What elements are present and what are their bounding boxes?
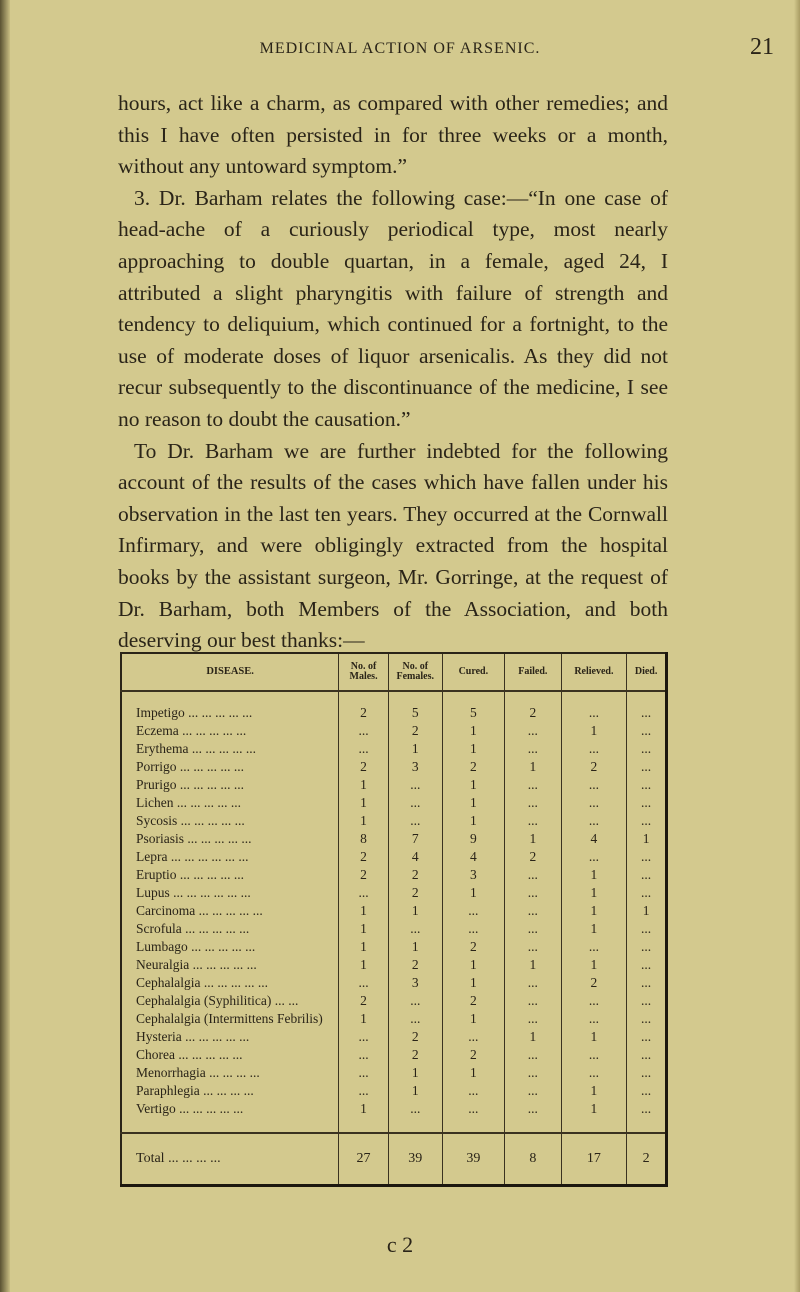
cell-value: ... (561, 1064, 627, 1082)
cell-value: 8 (339, 830, 389, 848)
cell-value: ... (388, 1010, 442, 1028)
table-row (121, 866, 667, 884)
cell-value: ... (442, 902, 504, 920)
column-header: Died. (627, 653, 667, 691)
cell-value: 1 (505, 830, 562, 848)
table-row (121, 956, 667, 974)
cell-value: 7 (388, 830, 442, 848)
cell-value: ... (561, 794, 627, 812)
body-text (118, 88, 668, 657)
disease-name: Total ... ... ... ... (136, 1151, 221, 1166)
cell-value: ... (627, 866, 667, 884)
total-row (121, 1133, 667, 1186)
disease-name: Impetigo ... ... ... ... ... (136, 705, 253, 720)
disease-name: Eruptio ... ... ... ... ... (136, 867, 244, 882)
cell-value: 2 (442, 758, 504, 776)
table-row (121, 992, 667, 1010)
cell-value: 1 (442, 1064, 504, 1082)
cell-value: ... (505, 992, 562, 1010)
table-row (121, 1064, 667, 1082)
cell-value: ... (627, 920, 667, 938)
cell-value: ... (339, 884, 389, 902)
cell-value: ... (388, 776, 442, 794)
disease-name: Lichen ... ... ... ... ... (136, 795, 241, 810)
cell-value: 2 (388, 1028, 442, 1046)
cell-value: ... (339, 1064, 389, 1082)
disease-name: Lupus ... ... ... ... ... ... (136, 885, 251, 900)
cell-value: ... (339, 1046, 389, 1064)
cell-value: ... (627, 776, 667, 794)
disease-name: Neuralgia ... ... ... ... ... (136, 957, 257, 972)
cell-value: 4 (561, 830, 627, 848)
cell-value: ... (505, 1100, 562, 1118)
cell-value: 17 (561, 1133, 627, 1186)
table-row (121, 722, 667, 740)
table-row (121, 830, 667, 848)
cell-value: ... (561, 1046, 627, 1064)
cell-value: 8 (505, 1133, 562, 1186)
running-title: MEDICINAL ACTION OF ARSENIC. (259, 40, 541, 57)
cell-value: 2 (627, 1133, 667, 1186)
cell-value: ... (505, 794, 562, 812)
cell-value (505, 691, 562, 704)
cell-value: ... (627, 794, 667, 812)
cell-value: 2 (561, 974, 627, 992)
signature-mark: c 2 (386, 1232, 414, 1257)
cell-value: ... (339, 974, 389, 992)
cell-value: ... (505, 1064, 562, 1082)
spacer-row (121, 1118, 667, 1133)
cell-value: ... (505, 938, 562, 956)
cell-value: ... (627, 722, 667, 740)
cell-value (442, 691, 504, 704)
disease-name: Scrofula ... ... ... ... ... (136, 921, 250, 936)
table-row (121, 704, 667, 722)
table-row (121, 758, 667, 776)
cell-value: 2 (442, 992, 504, 1010)
cell-value: 1 (561, 956, 627, 974)
table-row (121, 794, 667, 812)
cell-value: ... (505, 722, 562, 740)
table-row (121, 974, 667, 992)
cell-value: 1 (339, 812, 389, 830)
cell-value: 1 (561, 1028, 627, 1046)
cell-value: 2 (388, 722, 442, 740)
cell-value: ... (442, 920, 504, 938)
column-header: Relieved. (561, 653, 627, 691)
disease-name: Paraphlegia ... ... ... ... (136, 1083, 254, 1098)
page-number: 21 (750, 34, 774, 60)
cell-value: ... (561, 812, 627, 830)
cell-value: ... (339, 740, 389, 758)
cell-value: ... (561, 776, 627, 794)
cell-value (339, 1118, 389, 1133)
cell-value: 1 (388, 740, 442, 758)
cell-value: 1 (561, 920, 627, 938)
cell-value: 1 (442, 794, 504, 812)
cell-value: 1 (339, 1100, 389, 1118)
table-row (121, 812, 667, 830)
spacer-row (121, 691, 667, 704)
cell-value: 1 (339, 902, 389, 920)
cell-value: 2 (388, 1046, 442, 1064)
cell-value: ... (388, 1100, 442, 1118)
table-row (121, 884, 667, 902)
disease-name: Porrigo ... ... ... ... ... (136, 759, 244, 774)
cell-value: ... (627, 956, 667, 974)
cell-value: ... (561, 704, 627, 722)
disease-name: Lepra ... ... ... ... ... ... (136, 849, 249, 864)
cell-value: 39 (388, 1133, 442, 1186)
cell-value: ... (627, 812, 667, 830)
cell-value: 4 (388, 848, 442, 866)
cell-value: 1 (339, 794, 389, 812)
cell-value: ... (505, 902, 562, 920)
table-row (121, 920, 667, 938)
cell-value: 1 (627, 830, 667, 848)
page-edge-right (794, 0, 800, 1292)
cell-value: ... (505, 974, 562, 992)
cell-value: 1 (388, 1064, 442, 1082)
cell-value: ... (561, 992, 627, 1010)
cell-value: 1 (442, 776, 504, 794)
cell-value: ... (627, 1100, 667, 1118)
cell-value: 2 (505, 848, 562, 866)
cell-value: 2 (442, 938, 504, 956)
disease-name: Cephalalgia (Syphilitica) ... ... (136, 993, 299, 1008)
cell-value: 5 (388, 704, 442, 722)
cell-value (561, 691, 627, 704)
disease-results-table (120, 652, 668, 1187)
cell-value: ... (388, 812, 442, 830)
cell-value (627, 691, 667, 704)
table-row (121, 1100, 667, 1118)
cell-value (505, 1118, 562, 1133)
disease-name: Menorrhagia ... ... ... ... (136, 1065, 260, 1080)
cell-value: 1 (388, 1082, 442, 1100)
cell-value: 1 (505, 758, 562, 776)
disease-name: Cephalalgia ... ... ... ... ... (136, 975, 268, 990)
cell-value: ... (442, 1082, 504, 1100)
disease-name: Erythema ... ... ... ... ... (136, 741, 256, 756)
disease-name (121, 691, 339, 704)
cell-value: 1 (339, 1010, 389, 1028)
disease-name: Chorea ... ... ... ... ... (136, 1047, 243, 1062)
cell-value: 1 (442, 1010, 504, 1028)
cell-value (388, 691, 442, 704)
page-edge-shadow (0, 0, 10, 1292)
cell-value: 2 (442, 1046, 504, 1064)
cell-value: 27 (339, 1133, 389, 1186)
cell-value: ... (339, 722, 389, 740)
cell-value: 5 (442, 704, 504, 722)
cell-value (627, 1118, 667, 1133)
table-row (121, 1046, 667, 1064)
column-header: Failed. (505, 653, 562, 691)
cell-value: 1 (388, 938, 442, 956)
cell-value: 1 (505, 956, 562, 974)
cell-value: 1 (505, 1028, 562, 1046)
cell-value: 2 (339, 758, 389, 776)
table-row (121, 1082, 667, 1100)
disease-name: Lumbago ... ... ... ... ... (136, 939, 256, 954)
cell-value: 1 (339, 938, 389, 956)
paragraph: 3. Dr. Barham relates the following case:—“In one case of head-ache of a curiously periodical type, most nearly approaching to double quartan, in a female, aged 24, I attributed a slight pharyngitis with failure of strength and tendency to deliquium, which continued for a fortnight, to the use of moderate doses of liquor arsenicalis. As they did not recur subsequently to the discontinuance of the medicine, I see no reason to doubt the causation.” (118, 185, 668, 431)
cell-value: ... (627, 758, 667, 776)
cell-value: 1 (442, 884, 504, 902)
cell-value: 2 (339, 704, 389, 722)
cell-value: 1 (339, 956, 389, 974)
cell-value: ... (339, 1028, 389, 1046)
cell-value: 1 (561, 1100, 627, 1118)
disease-name: Eczema ... ... ... ... ... (136, 723, 247, 738)
cell-value: 2 (561, 758, 627, 776)
cell-value: ... (505, 812, 562, 830)
cell-value: 3 (442, 866, 504, 884)
cell-value: 9 (442, 830, 504, 848)
cell-value: ... (627, 848, 667, 866)
cell-value: 1 (561, 1082, 627, 1100)
cell-value: 2 (388, 956, 442, 974)
table-row (121, 938, 667, 956)
cell-value: ... (388, 794, 442, 812)
disease-name (121, 1118, 339, 1133)
table-row (121, 1028, 667, 1046)
cell-value: ... (627, 1010, 667, 1028)
table-row (121, 1010, 667, 1028)
disease-name: Sycosis ... ... ... ... ... (136, 813, 245, 828)
cell-value: ... (505, 1082, 562, 1100)
disease-name: Prurigo ... ... ... ... ... (136, 777, 244, 792)
cell-value (561, 1118, 627, 1133)
cell-value: 2 (339, 866, 389, 884)
cell-value: ... (627, 974, 667, 992)
cell-value: 1 (561, 902, 627, 920)
cell-value: ... (505, 866, 562, 884)
disease-name: Vertigo ... ... ... ... ... (136, 1101, 244, 1116)
disease-name: Hysteria ... ... ... ... ... (136, 1029, 250, 1044)
table-row (121, 740, 667, 758)
cell-value: 4 (442, 848, 504, 866)
cell-value: 1 (442, 722, 504, 740)
cell-value: 2 (388, 884, 442, 902)
cell-value: ... (505, 776, 562, 794)
cell-value: ... (442, 1028, 504, 1046)
cell-value: ... (505, 884, 562, 902)
cell-value: ... (627, 1064, 667, 1082)
cell-value: 1 (442, 740, 504, 758)
cell-value: ... (561, 740, 627, 758)
cell-value: ... (627, 1028, 667, 1046)
cell-value: 1 (339, 776, 389, 794)
cell-value: ... (627, 740, 667, 758)
cell-value: ... (339, 1082, 389, 1100)
cell-value (388, 1118, 442, 1133)
cell-value: ... (627, 938, 667, 956)
cell-value: 2 (339, 992, 389, 1010)
cell-value: 1 (442, 956, 504, 974)
cell-value: 1 (561, 884, 627, 902)
cell-value: ... (505, 740, 562, 758)
cell-value: ... (505, 1010, 562, 1028)
column-header: No. of Females. (388, 653, 442, 691)
column-header: DISEASE. (121, 653, 339, 691)
cell-value: 2 (505, 704, 562, 722)
cell-value: 3 (388, 758, 442, 776)
cell-value: 2 (339, 848, 389, 866)
cell-value: 1 (442, 812, 504, 830)
cell-value: ... (627, 992, 667, 1010)
table-row (121, 776, 667, 794)
cell-value: 2 (388, 866, 442, 884)
cell-value: 1 (442, 974, 504, 992)
cell-value (339, 691, 389, 704)
cell-value (442, 1118, 504, 1133)
disease-name: Cephalalgia (Intermittens Febrilis) (136, 1011, 323, 1026)
cell-value: ... (561, 1010, 627, 1028)
paragraph: To Dr. Barham we are further indebted for the following account of the results of the cases which have fallen under his observation in the last ten years. They occurred at the Cornwall Infirmary, and were obligingly extracted from the hospital books by the assistant surgeon, Mr. Gorringe, at the request of Dr. Barham, both Members of the Association, and both deserving our best thanks:— (118, 438, 668, 653)
cell-value: 39 (442, 1133, 504, 1186)
cell-value: ... (505, 1046, 562, 1064)
table-row (121, 848, 667, 866)
cell-value: ... (627, 704, 667, 722)
cell-value: 3 (388, 974, 442, 992)
cell-value: 1 (561, 866, 627, 884)
cell-value: 1 (561, 722, 627, 740)
cell-value: 1 (388, 902, 442, 920)
cell-value: ... (627, 884, 667, 902)
cell-value: ... (505, 920, 562, 938)
cell-value: ... (561, 938, 627, 956)
cell-value: ... (388, 992, 442, 1010)
paragraph: hours, act like a charm, as compared with other remedies; and this I have often persisted in for three weeks or a month, without any untoward symptom.” (118, 91, 668, 179)
column-header: Cured. (442, 653, 504, 691)
cell-value: ... (627, 1082, 667, 1100)
disease-name: Psoriasis ... ... ... ... ... (136, 831, 252, 846)
cell-value: 1 (339, 920, 389, 938)
disease-name: Carcinoma ... ... ... ... ... (136, 903, 263, 918)
cell-value: 1 (627, 902, 667, 920)
cell-value: ... (442, 1100, 504, 1118)
column-header: No. of Males. (339, 653, 389, 691)
cell-value: ... (561, 848, 627, 866)
table-row (121, 902, 667, 920)
cell-value: ... (627, 1046, 667, 1064)
cell-value: ... (388, 920, 442, 938)
